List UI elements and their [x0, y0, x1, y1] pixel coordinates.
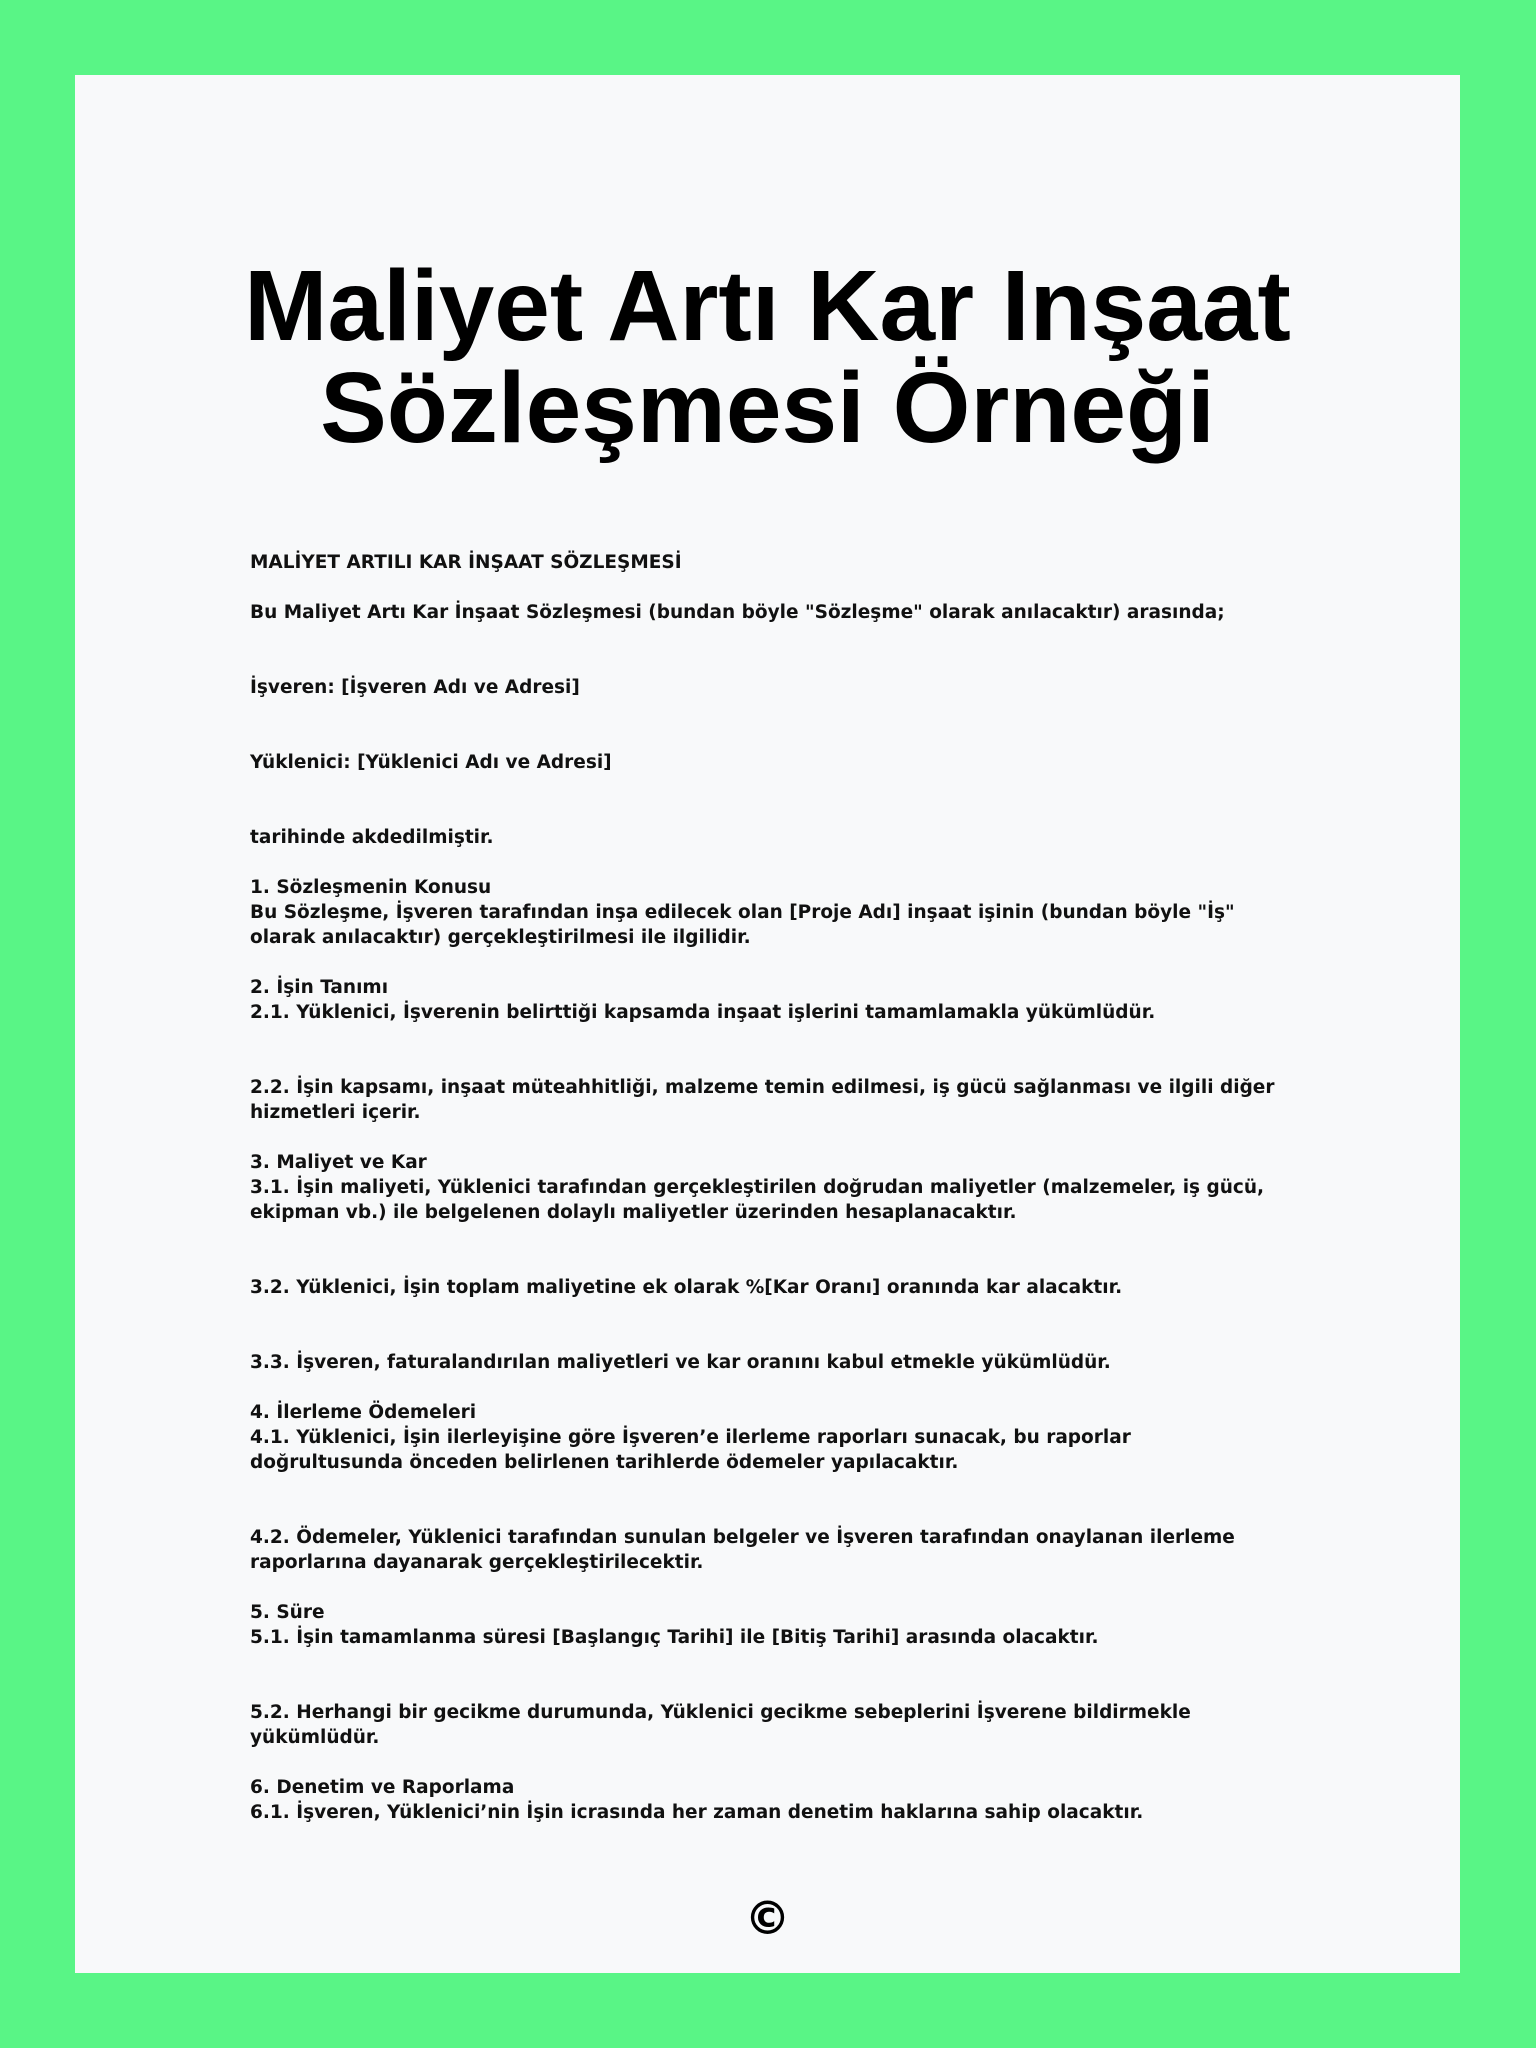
page-title	[75, 250, 1460, 464]
title-line-1: Maliyet Artı Kar Inşaat	[244, 250, 1291, 362]
contractor-line: Yüklenici: [Yüklenici Adı ve Adresi]	[250, 752, 612, 773]
clause-2-1: 2.1. Yüklenici, İşverenin belirttiği kapsamda inşaat işlerini tamamlamakla yükümlüdür.	[250, 1002, 1156, 1023]
section-1-text: Bu Sözleşme, İşveren tarafından inşa edilecek olan [Proje Adı] inşaat işinin (bundan böyle "İş" olarak anılacaktır) gerçekleştirilmesi ile ilgilidir.	[250, 902, 1235, 948]
section-6-title: 6. Denetim ve Raporlama	[250, 1777, 515, 1798]
contract-body	[250, 550, 1285, 1825]
clause-2-2: 2.2. İşin kapsamı, inşaat müteahhitliği, malzeme temin edilmesi, iş gücü sağlanması ve ilgili diğer hizmetleri içerir.	[250, 1077, 1275, 1123]
intro-paragraph: Bu Maliyet Artı Kar İnşaat Sözleşmesi (bundan böyle "Sözleşme" olarak anılacaktır) arasında;	[250, 602, 1225, 623]
clause-5-1: 5.1. İşin tamamlanma süresi [Başlangıç Tarihi] ile [Bitiş Tarihi] arasında olacaktır.	[250, 1627, 1099, 1648]
date-line: tarihinde akdedilmiştir.	[250, 827, 494, 848]
clause-3-2: 3.2. Yüklenici, İşin toplam maliyetine ek olarak %[Kar Oranı] oranında kar alacaktır.	[250, 1277, 1123, 1298]
section-4-title: 4. İlerleme Ödemeleri	[250, 1402, 477, 1423]
copyright-icon: ©	[744, 1891, 791, 1945]
section-2-title: 2. İşin Tanımı	[250, 977, 389, 998]
clause-5-2: 5.2. Herhangi bir gecikme durumunda, Yüklenici gecikme sebeplerini İşverene bildirmekle yükümlüdür.	[250, 1702, 1191, 1748]
document-page	[75, 75, 1460, 1973]
clause-4-1: 4.1. Yüklenici, İşin ilerleyişine göre İşveren’e ilerleme raporları sunacak, bu raporlar doğrultusunda önceden belirlenen tarihlerde ödemeler yapılacaktır.	[250, 1427, 1131, 1473]
clause-4-2: 4.2. Ödemeler, Yüklenici tarafından sunulan belgeler ve İşveren tarafından onaylanan ilerleme raporlarına dayanarak gerçekleştirilecektir.	[250, 1527, 1235, 1573]
clause-3-3: 3.3. İşveren, faturalandırılan maliyetleri ve kar oranını kabul etmekle yükümlüdür.	[250, 1352, 1111, 1373]
clause-6-1: 6.1. İşveren, Yüklenici’nin İşin icrasında her zaman denetim haklarına sahip olacaktır.	[250, 1802, 1144, 1823]
title-line-2: Sözleşmesi Örneği	[320, 352, 1215, 464]
section-5-title: 5. Süre	[250, 1602, 325, 1623]
section-3-title: 3. Maliyet ve Kar	[250, 1152, 427, 1173]
clause-3-1: 3.1. İşin maliyeti, Yüklenici tarafından gerçekleştirilen doğrudan maliyetler (malzemeler, iş gücü, ekipman vb.) ile belgelenen dolaylı maliyetler üzerinden hesaplanacaktır.	[250, 1177, 1265, 1223]
employer-line: İşveren: [İşveren Adı ve Adresi]	[250, 677, 580, 698]
section-1-title: 1. Sözleşmenin Konusu	[250, 877, 492, 898]
contract-heading: MALİYET ARTILI KAR İNŞAAT SÖZLEŞMESİ	[250, 552, 682, 573]
